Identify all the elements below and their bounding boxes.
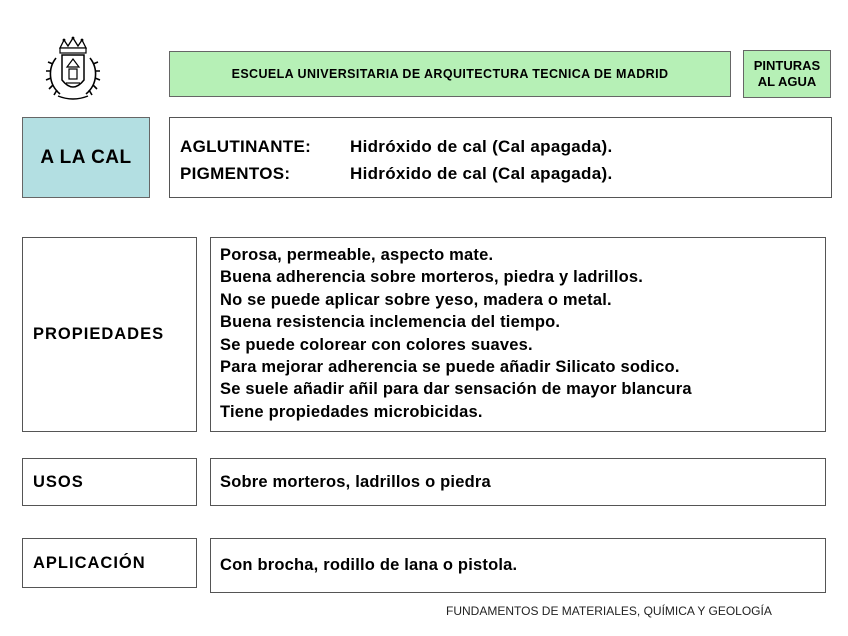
pigment-value: Hidróxido de cal (Cal apagada). xyxy=(350,164,613,183)
topic-label xyxy=(743,50,831,98)
uses-label xyxy=(22,458,197,506)
property-line: Se suele añadir añil para dar sensación de mayor blancura xyxy=(220,380,692,399)
application-content xyxy=(210,538,826,593)
property-line: Porosa, permeable, aspecto mate. xyxy=(220,246,494,264)
property-line: Para mejorar adherencia se puede añadir Silicato sodico. xyxy=(220,358,680,377)
pigment-row xyxy=(180,160,831,187)
pigment-label: PIGMENTOS: xyxy=(180,164,291,183)
binder-row xyxy=(180,133,831,160)
uses-text: Sobre morteros, ladrillos o piedra xyxy=(220,472,491,491)
university-crest-icon xyxy=(44,36,102,102)
application-text: Con brocha, rodillo de lana o pistola. xyxy=(220,556,518,574)
paint-type-text: A LA CAL xyxy=(40,146,132,168)
property-line: Se puede colorear con colores suaves. xyxy=(220,335,533,354)
properties-content xyxy=(210,237,826,432)
properties-label-text: PROPIEDADES xyxy=(33,325,165,343)
binder-value: Hidróxido de cal (Cal apagada). xyxy=(350,137,613,156)
footer-text: FUNDAMENTOS DE MATERIALES, QUÍMICA Y GEOLOGÍA xyxy=(446,604,772,618)
uses-label-text: USOS xyxy=(33,472,84,491)
paint-type-label xyxy=(22,117,150,198)
topic-label-line-1: PINTURAS xyxy=(753,58,821,73)
properties-label xyxy=(22,237,197,432)
school-title-text: ESCUELA UNIVERSITARIA DE ARQUITECTURA TECNICA DE MADRID xyxy=(231,67,669,81)
school-title xyxy=(169,51,731,97)
composition-box xyxy=(169,117,832,198)
binder-label: AGLUTINANTE: xyxy=(180,137,312,156)
topic-label-line-2: AL AGUA xyxy=(757,74,817,89)
uses-content xyxy=(210,458,826,506)
application-label xyxy=(22,538,197,588)
application-label-text: APLICACIÓN xyxy=(33,553,146,572)
property-line: Tiene propiedades microbicidas. xyxy=(220,402,483,421)
property-line: Buena adherencia sobre morteros, piedra y ladrillos. xyxy=(220,268,644,287)
property-line: Buena resistencia inclemencia del tiempo. xyxy=(220,313,561,332)
property-line: No se puede aplicar sobre yeso, madera o metal. xyxy=(220,290,612,309)
